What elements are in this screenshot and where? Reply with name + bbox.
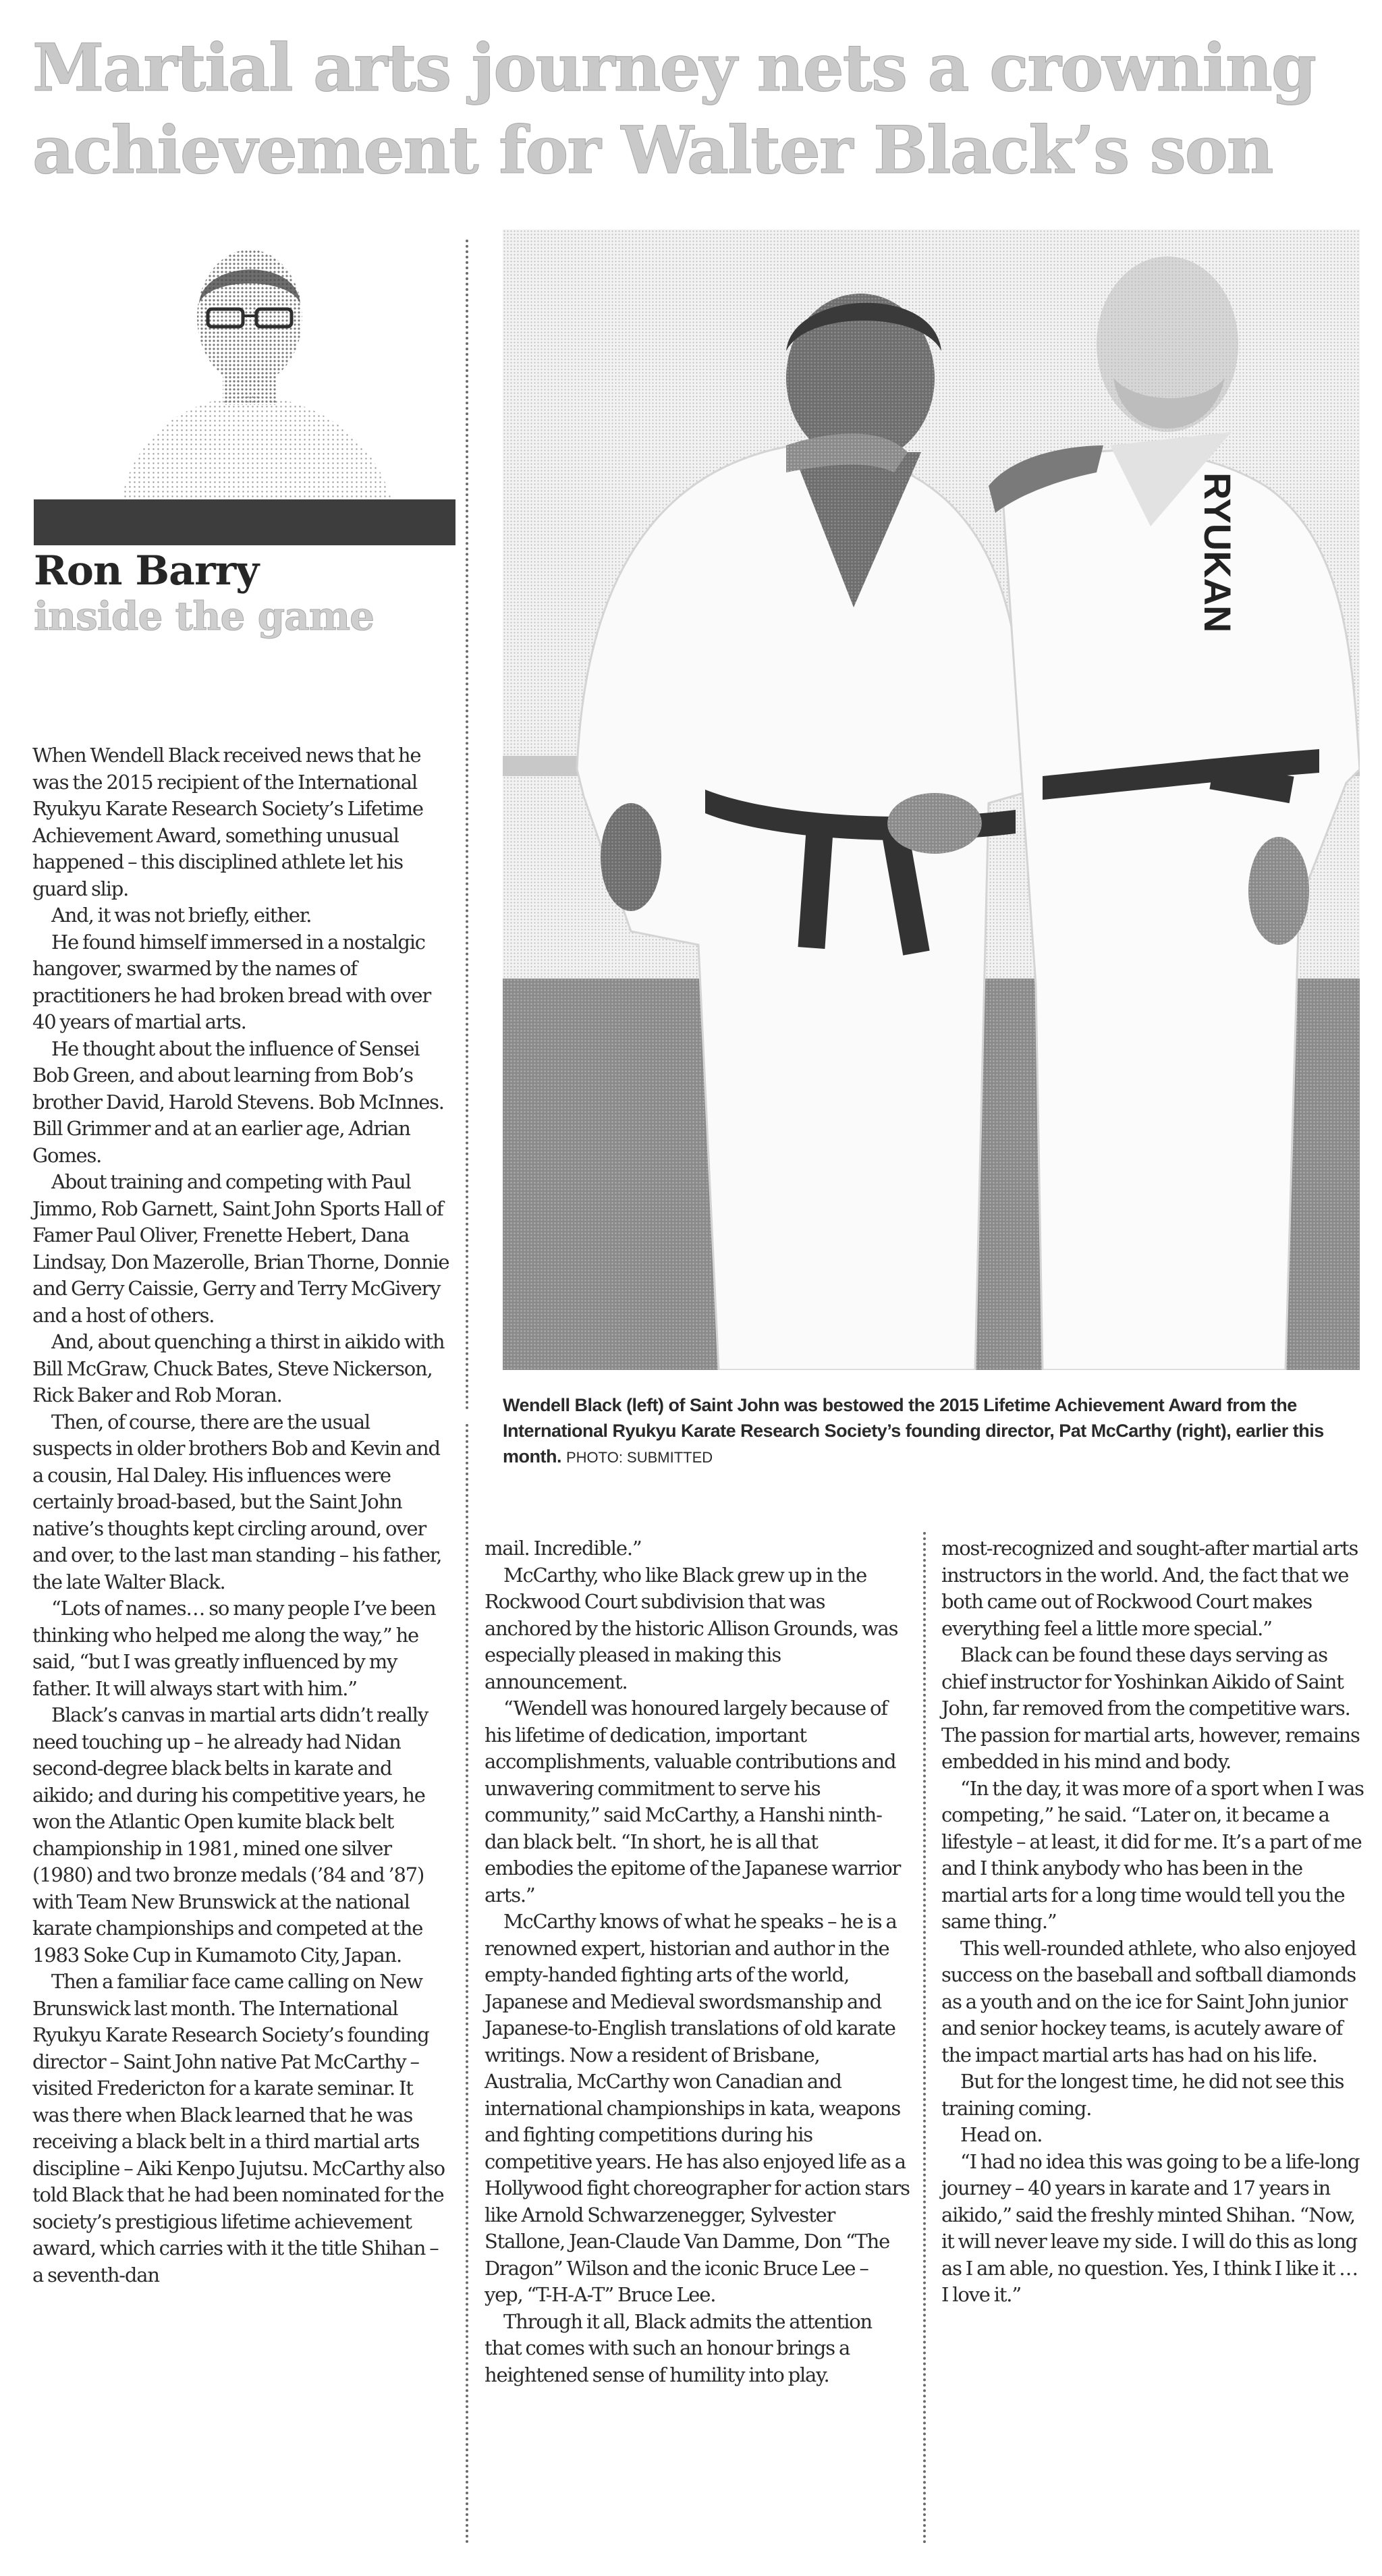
photo-credit: PHOTO: SUBMITTED [566,1449,713,1466]
paragraph: But for the longest time, he did not see this training coming. [941,2070,1344,2120]
paragraph: This well-rounded athlete, who also enjoyed success on the baseball and softball diamonds as a youth and on the ice for Saint John junior and senior hockey teams, is acutely aware of the impact martial arts has had on his life. [941,1936,1356,2066]
paragraph: Then a familiar face came calling on New Brunswick last month. The International Ryukyu Karate Research Society’s founding director – Saint John native Pat McCarthy – visited Fredericton for a karate seminar. It was there when Black learned that he was receiving a black belt in a third martial arts discipline – Aiki Kenpo Jujutsu. McCarthy also told Black that he had been nominated for the society’s prestigious lifetime achievement award, which carries with it the title Shihan – a seventh-dan [32,1970,445,2286]
paragraph: “I had no idea this was going to be a life-long journey – 40 years in karate and 17 years in aikido,” said the freshly minted Shihan. “Now, it will never leave my side. I will do this as long as I am able, no question. Yes, I think I like it … I love it.” [941,2149,1360,2306]
column-rule-left-upper [466,240,468,1410]
column-rule-left-lower [466,1424,468,2544]
columnist-bar [34,499,455,545]
paragraph: And, it was not briefly, either. [51,904,312,927]
paragraph: “Lots of names… so many people I’ve been thinking who helped me along the way,” he said, “but I was greatly influenced by my father. It will always start with him.” [32,1597,436,1700]
article-photo [503,229,1360,1370]
paragraph: Black can be found these days serving as chief instructor for Yoshinkan Aikido of Saint John, far removed from the competitive wars. The passion for martial arts, however, remains embedded in his mind and body. [941,1643,1360,1773]
paragraph: And, about quenching a thirst in aikido with Bill McGraw, Chuck Bates, Steve Nickerson, Rick Baker and Rob Moran. [32,1330,445,1406]
paragraph: McCarthy knows of what he speaks – he is a renowned expert, historian and author in the empty-handed fighting arts of the world, Japanese and Medieval swordsmanship and Japanese-to-English translations of old karate writings. Now a resident of Brisbane, Australia, McCarthy won Canadian and international championships in kata, weapons and fighting competitions during his competitive years. He has also enjoyed life as a Hollywood fight choreographer for action stars like Arnold Schwarzenegger, Sylvester Stallone, Jean-Claude Van Damme, Don “The Dragon” Wilson and the iconic Bruce Lee – yep, “T-H-A-T” Bruce Lee. [485,1910,910,2306]
paragraph: He found himself immersed in a nostalgic hangover, swarmed by the names of practitioners he had broken bread with over 40 years of martial arts. [32,930,431,1033]
paragraph: mail. Incredible.” [485,1537,642,1560]
sash-text: RYUKAN [1196,472,1239,633]
columnist-name: Ron Barry [34,547,259,595]
paragraph: When Wendell Black received news that he was the 2015 recipient of the International Ryukyu Karate Research Society’s Lifetime Achievement Award, something unusual happened – this disciplined athlete let his guard slip. [32,744,423,900]
paragraph: He thought about the influence of Sensei Bob Green, and about learning from Bob’s brother David, Harold Stevens. Bob McInnes. Bill Grimmer and at an earlier age, Adrian Gomes. [32,1037,444,1167]
paragraph: Head on. [960,2123,1043,2146]
paragraph: “Wendell was honoured largely because of his lifetime of dedication, important accomplishments, valuable contributions and unwavering commitment to serve his community,” said McCarthy, a Hanshi ninth-dan black belt. “In short, he is all that embodies the epitome of the Japanese warrior arts.” [485,1697,901,1907]
photo-caption [503,1392,1366,1471]
paragraph: “In the day, it was more of a sport when I was competing,” he said. “Later on, it became a lifestyle – at least, it did for me. It’s a part of me and I think anybody who has been in the martial arts for a long time would tell you the same thing.” [941,1776,1364,1933]
article-column-2 [485,1535,910,2388]
column-rule-right [923,1532,926,2544]
paragraph: McCarthy, who like Black grew up in the Rockwood Court subdivision that was anchored by the historic Allison Grounds, was especially pleased in making this announcement. [485,1563,898,1693]
caption-text: Wendell Black (left) of Saint John was bestowed the 2015 Lifetime Achievement Award from the International Ryukyu Karate Research Society’s founding director, Pat McCarthy (right), earlier this month. [503,1395,1324,1467]
columnist-block [34,229,459,648]
headline-line-2: achievement for Walter Black’s son [32,112,1273,188]
article-column-3 [941,1535,1366,2309]
article-column-1 [32,742,451,2289]
columnist-portrait [94,229,405,499]
paragraph: Black’s canvas in martial arts didn’t really need touching up – he already had Nidan second-degree black belts in karate and aikido; and during his competitive years, he won the Atlantic Open kumite black belt championship in 1981, mined one silver (1980) and two bronze medals (’84 and ’87) with Team New Brunswick at the national karate championships and competed at the 1983 Soke Cup in Kumamoto City, Japan. [32,1703,429,1967]
paragraph: Then, of course, there are the usual suspects in older brothers Bob and Kevin and a cousin, Hal Daley. His influences were certainly broad-based, but the Saint John native’s thoughts kept circling around, over and over, to the last man standing – his father, the late Walter Black. [32,1410,442,1593]
paragraph: Through it all, Black admits the attention that comes with such an honour brings a heightened sense of humility into play. [485,2309,873,2386]
paragraph: most-recognized and sought-after martial arts instructors in the world. And, the fact that we both came out of Rockwood Court makes everything feel a little more special.” [941,1537,1358,1640]
paragraph: About training and competing with Paul Jimmo, Rob Garnett, Saint John Sports Hall of Famer Paul Oliver, Frenette Hebert, Dana Lindsay, Don Mazerolle, Brian Thorne, Donnie and Gerry Caissie, Gerry and Terry McGivery and a host of others. [32,1170,449,1327]
headline-line-1: Martial arts journey nets a crowning [32,30,1315,106]
headline [32,27,1355,192]
column-name: inside the game [34,593,374,639]
